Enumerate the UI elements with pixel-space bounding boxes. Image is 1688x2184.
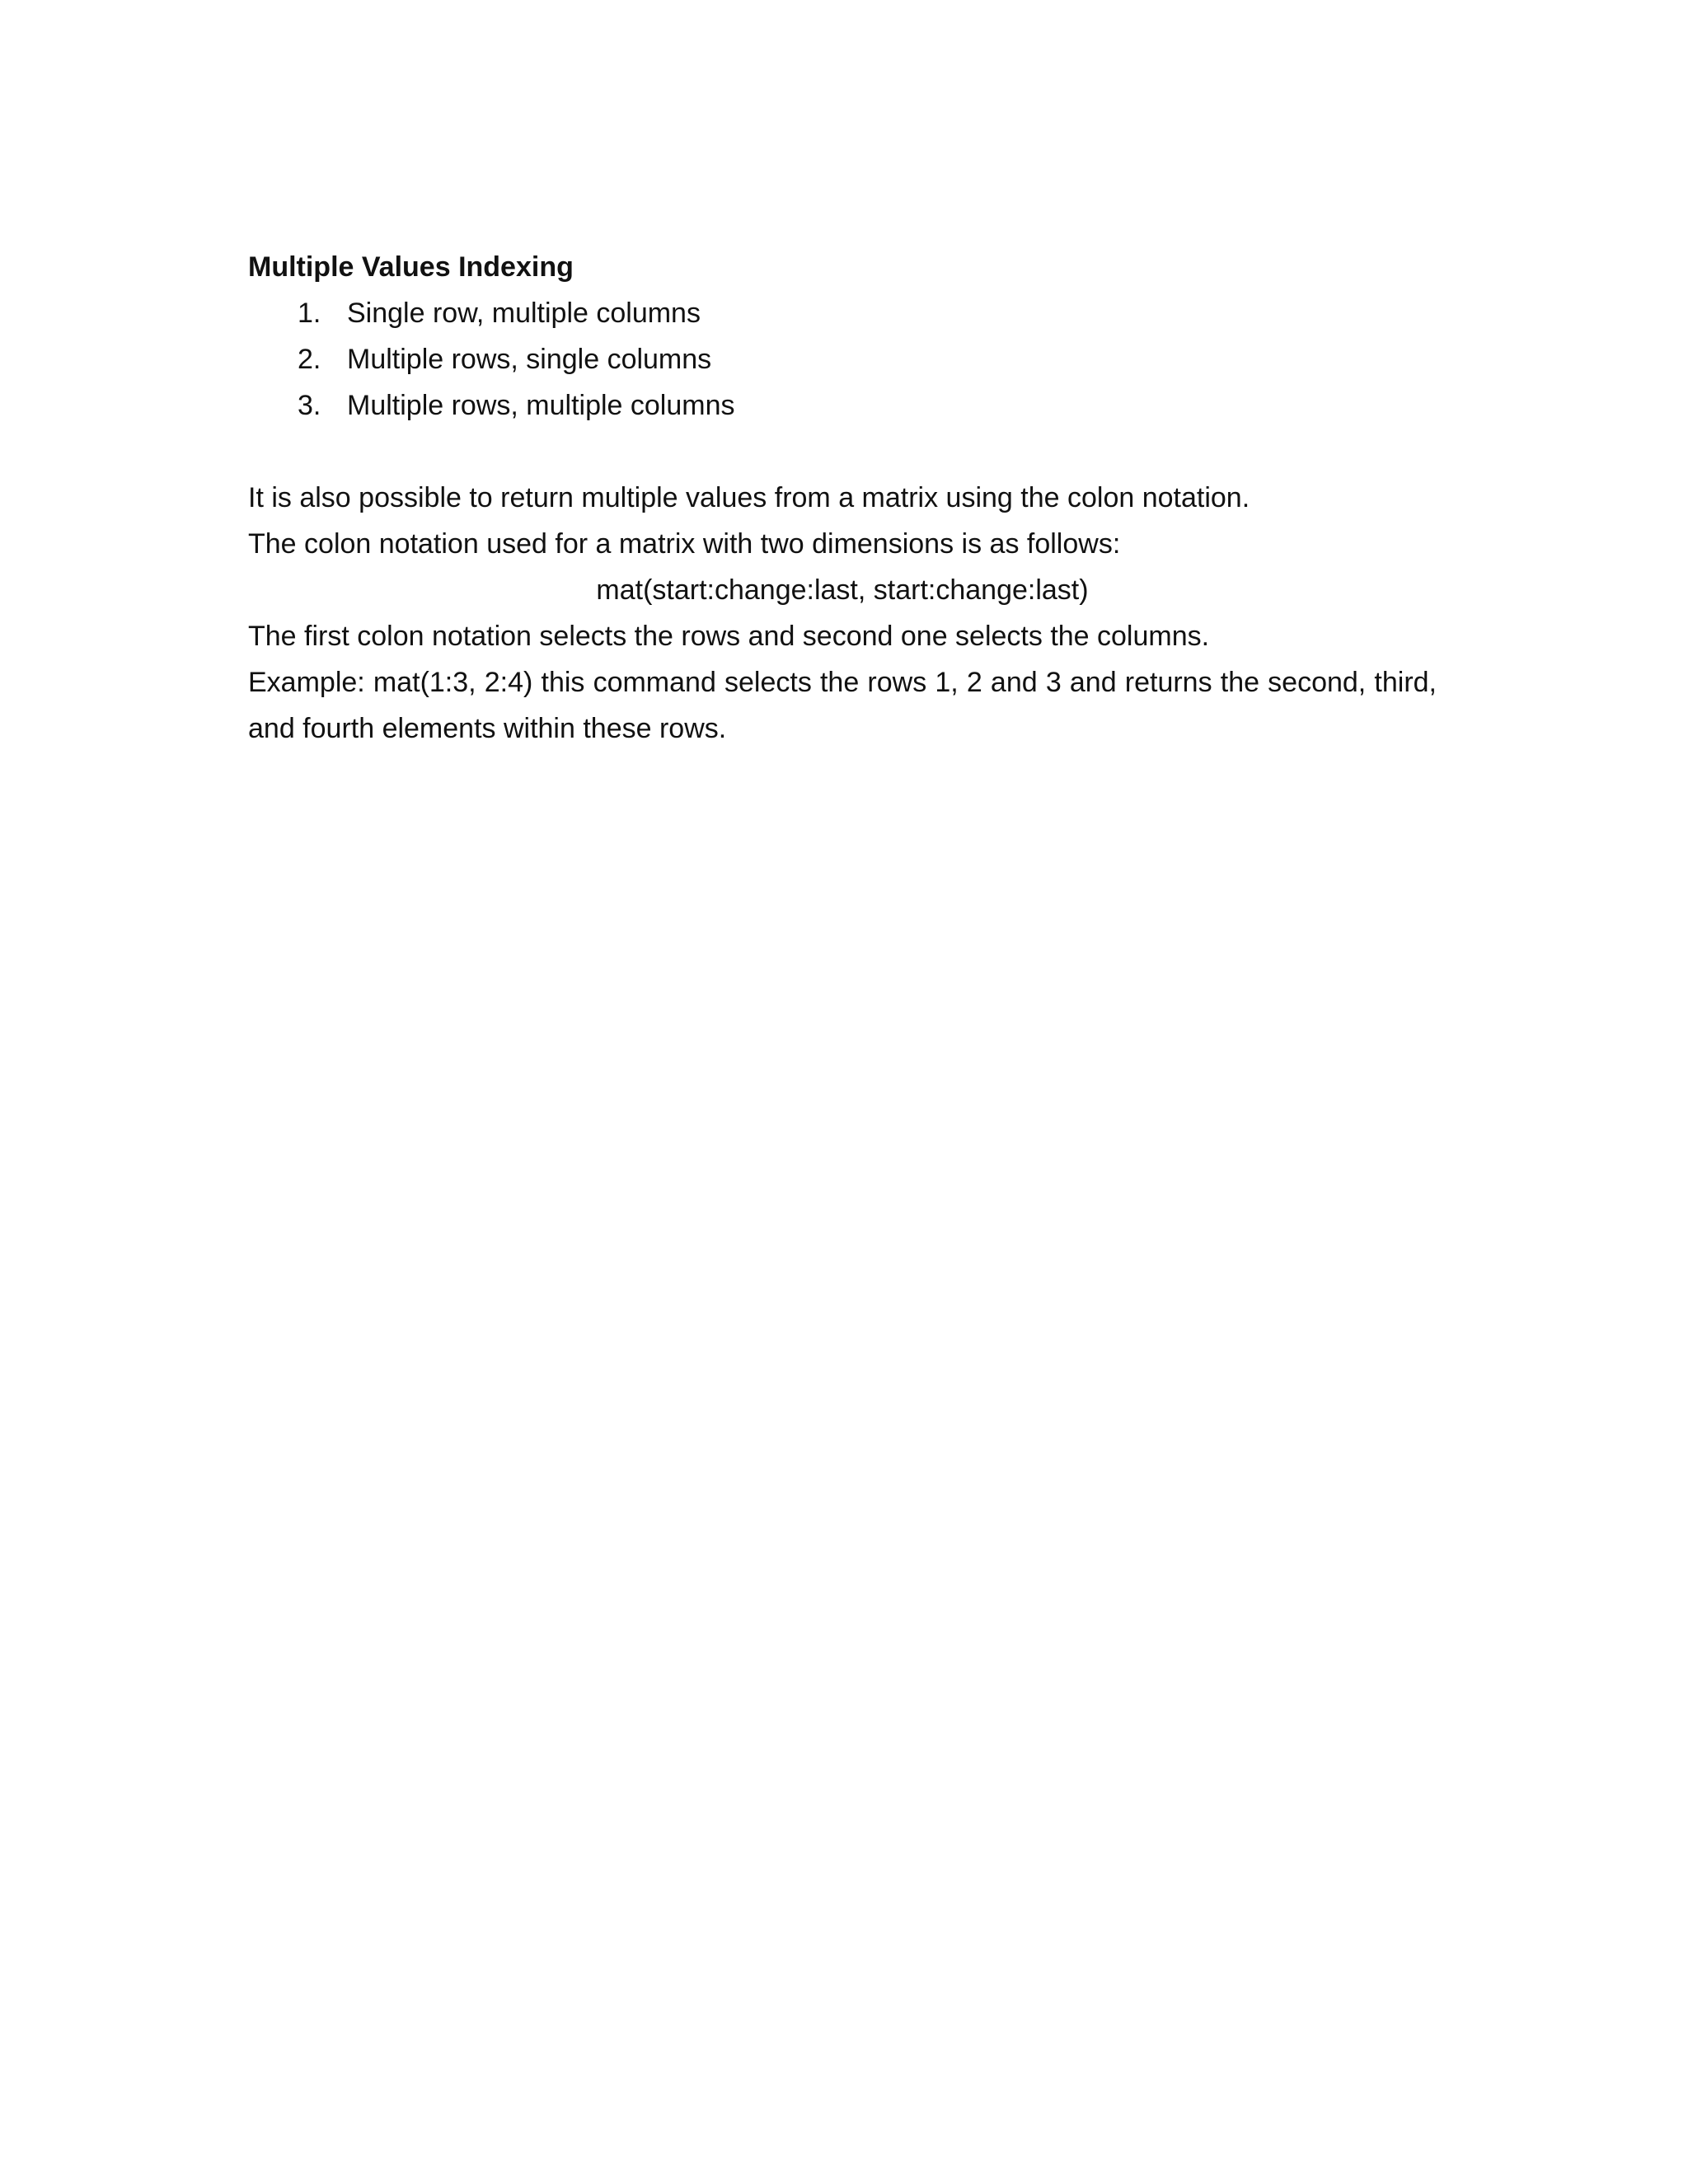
paragraph-colon-notation: The colon notation used for a matrix with two dimensions is as follows: [248,528,1121,560]
document-content [248,244,1437,752]
paragraph-colon-intro: It is also possible to return multiple values from a matrix using the colon notation. [248,482,1250,513]
list-item-text: Multiple rows, multiple columns [347,390,735,421]
list-item [248,382,1437,429]
list-item [248,336,1437,382]
list-item-number: 3. [298,390,321,421]
paragraph-rows-columns: The first colon notation selects the rows and second one selects the columns. [248,621,1210,652]
section-heading: Multiple Values Indexing [248,251,574,283]
list-item [248,290,1437,336]
list-item-number: 2. [298,344,321,375]
list-item-text: Single row, multiple columns [347,298,701,329]
formula-line: mat(start:change:last, start:change:last) [596,574,1089,606]
list-item-number: 1. [298,298,321,329]
indexing-list [248,290,1437,429]
paragraph-spacer [248,429,1437,475]
paragraph-example: Example: mat(1:3, 2:4) this command selects the rows 1, 2 and 3 and returns the second, third, and fourth elements within these rows. [248,667,1437,744]
list-item-text: Multiple rows, single columns [347,344,712,375]
